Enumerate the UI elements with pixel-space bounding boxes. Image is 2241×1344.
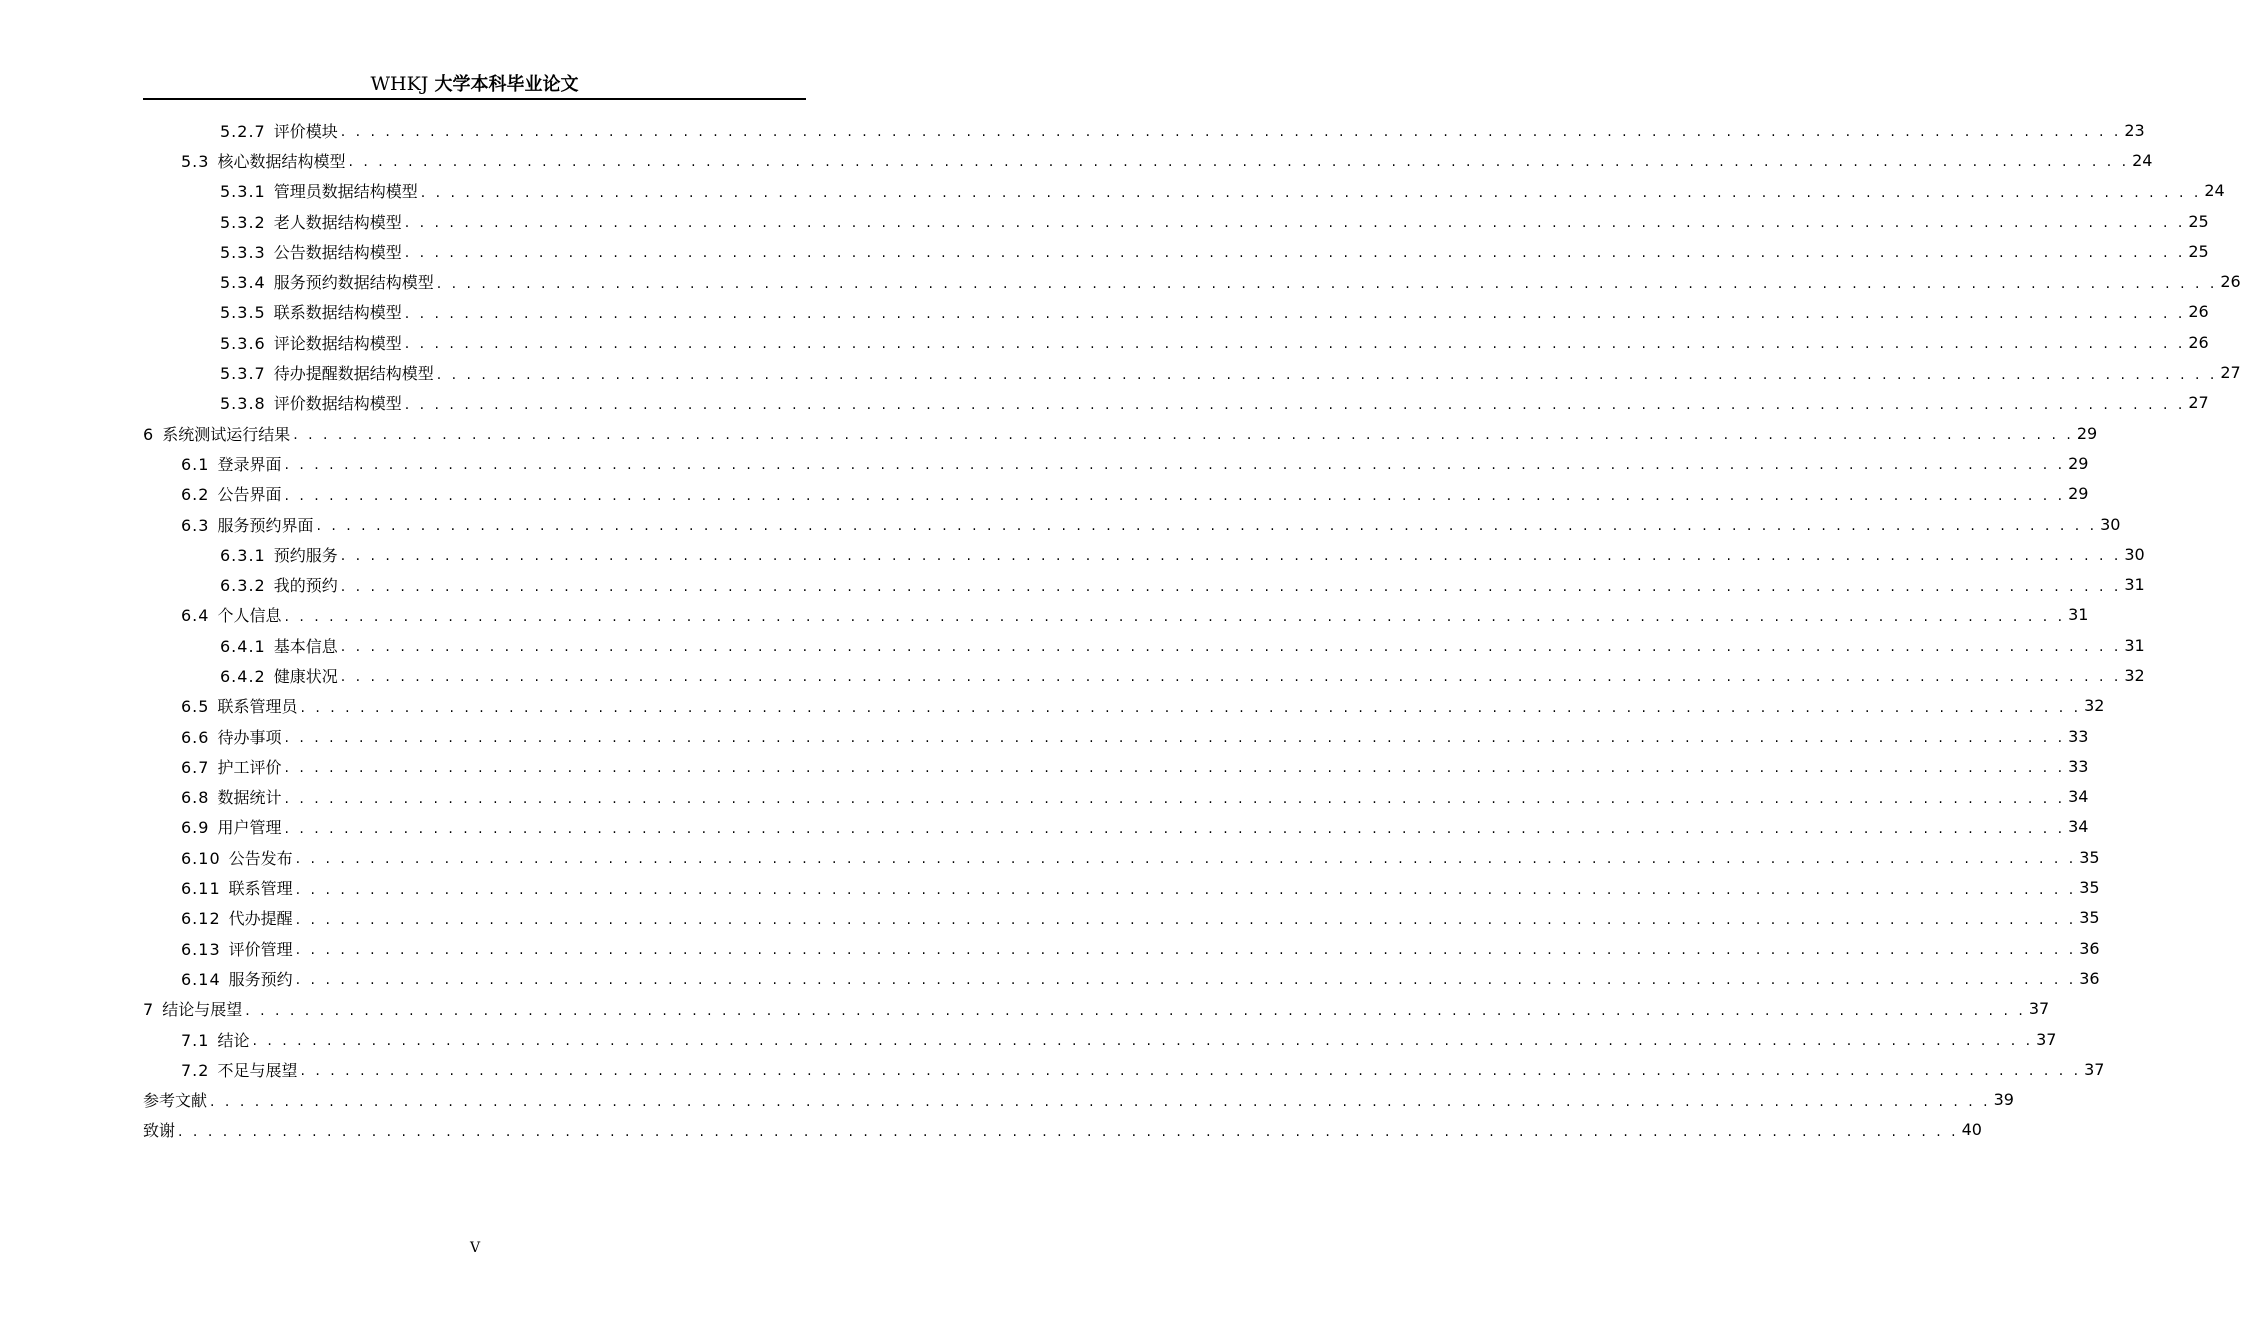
dot-leader: . . . . . . . . . . . . . . . . . . . . . . . . . . . . . . . . . . . . . . . . . . . . . . . . . . . . . . . . . . . . . . . . . . . . . . . . . . . . . . . . . . . . . . . . . . . . . . . . . . . . . . . . . . . . . . . . . . . . . . . . (404, 305, 2186, 322)
toc-entry-label (220, 300, 402, 323)
header-rule (143, 98, 806, 100)
toc-entry-number: 6.14 (181, 969, 221, 989)
toc-entry-page: 27 (2220, 363, 2241, 383)
toc-entry-label (143, 997, 242, 1020)
toc-entry-page: 37 (2028, 999, 2050, 1019)
toc-entry-number: 5.3.8 (220, 394, 266, 414)
toc-entry-page: 40 (1961, 1120, 1982, 1140)
toc-entry-number: 6 (143, 424, 155, 444)
toc-entry[interactable] (143, 872, 2100, 902)
toc-entry-number: 6.1 (181, 454, 210, 474)
dot-leader: . . . . . . . . . . . . . . . . . . . . . . . . . . . . . . . . . . . . . . . . . . . . . . . . . . . . . . . . . . . . . . . . . . . . . . . . . . . . . . . . . . . . . . . . . . . . . . . . . . . . . . . . . . . . . . . . . . . . . . . . (436, 366, 2218, 383)
dot-leader: . . . . . . . . . . . . . . . . . . . . . . . . . . . . . . . . . . . . . . . . . . . . . . . . . . . . . . . . . . . . . . . . . . . . . . . . . . . . . . . . . . . . . . . . . . . . . . . . . . . . . . . . . . . . . . . . . . . . . . . . (404, 215, 2186, 232)
toc-entry-title: 待办提醒数据结构模型 (273, 364, 434, 384)
toc-entry-page: 36 (2079, 938, 2100, 958)
toc-entry-label (220, 331, 402, 354)
toc-entry-label (181, 846, 293, 869)
toc-entry-title: 登录界面 (217, 454, 282, 474)
dot-leader: . . . . . . . . . . . . . . . . . . . . . . . . . . . . . . . . . . . . . . . . . . . . . . . . . . . . . . . . . . . . . . . . . . . . . . . . . . . . . . . . . . . . . . . . . . . . . . . . . . . . . . . . . . . . . . . . . . . . . . . . (340, 124, 2122, 141)
dot-leader: . . . . . . . . . . . . . . . . . . . . . . . . . . . . . . . . . . . . . . . . . . . . . . . . . . . . . . . . . . . . . . . . . . . . . . . . . . . . . . . . . . . . . . . . . . . . . . . . . . . . . . . . . . . . . . . . . . . . . . . . (340, 639, 2122, 656)
toc-entry[interactable] (143, 266, 2241, 296)
toc-entry-number: 5.3.5 (220, 303, 266, 323)
dot-leader: . . . . . . . . . . . . . . . . . . . . . . . . . . . . . . . . . . . . . . . . . . . . . . . . . . . . . . . . . . . . . . . . . . . . . . . . . . . . . . . . . . . . . . . . . . . . . . . . . . . . . . . . . . . . . . . . . . . . . . . . (284, 457, 2066, 474)
toc-entry-title: 联系数据结构模型 (273, 303, 402, 323)
dot-leader: . . . . . . . . . . . . . . . . . . . . . . . . . . . . . . . . . . . . . . . . . . . . . . . . . . . . . . . . . . . . . . . . . . . . . . . . . . . . . . . . . . . . . . . . . . . . . . . . . . . . . . . . . . . . . . . . . . . . . . . . (295, 911, 2077, 928)
dot-leader: . . . . . . . . . . . . . . . . . . . . . . . . . . . . . . . . . . . . . . . . . . . . . . . . . . . . . . . . . . . . . . . . . . . . . . . . . . . . . . . . . . . . . . . . . . . . . . . . . . . . . . . . . . . . . . . . . . . . . . . . (284, 487, 2066, 504)
toc-entry-page: 24 (2204, 181, 2225, 201)
toc-entry-title: 参考文献 (143, 1091, 208, 1111)
toc-entry-number: 6.8 (181, 788, 210, 808)
toc-entry-label (143, 422, 290, 445)
toc-entry-page: 31 (2124, 575, 2145, 595)
toc-entry-label (181, 815, 281, 838)
dot-leader: . . . . . . . . . . . . . . . . . . . . . . . . . . . . . . . . . . . . . . . . . . . . . . . . . . . . . . . . . . . . . . . . . . . . . . . . . . . . . . . . . . . . . . . . . . . . . . . . . . . . . . . . . . . . . . . . . . . . . . . . (295, 942, 2077, 959)
dot-leader: . . . . . . . . . . . . . . . . . . . . . . . . . . . . . . . . . . . . . . . . . . . . . . . . . . . . . . . . . . . . . . . . . . . . . . . . . . . . . . . . . . . . . . . . . . . . . . . . . . . . . . . . . . . . . . . . . . . . . . . . (210, 1093, 1991, 1110)
toc-entry-label (181, 1028, 249, 1051)
toc-entry-number: 6.6 (181, 727, 210, 747)
dot-leader: . . . . . . . . . . . . . . . . . . . . . . . . . . . . . . . . . . . . . . . . . . . . . . . . . . . . . . . . . . . . . . . . . . . . . . . . . . . . . . . . . . . . . . . . . . . . . . . . . . . . . . . . . . . . . . . . . . . . . . . . (293, 427, 2074, 444)
toc-entry-page: 26 (2188, 302, 2209, 322)
toc-entry-label (220, 664, 338, 687)
toc-entry[interactable] (143, 1085, 2014, 1115)
toc-entry-page: 32 (2124, 665, 2145, 685)
toc-entry-title: 评价管理 (228, 939, 293, 959)
toc-entry[interactable] (143, 812, 2089, 842)
toc-entry-number: 6.5 (181, 697, 210, 717)
dot-leader: . . . . . . . . . . . . . . . . . . . . . . . . . . . . . . . . . . . . . . . . . . . . . . . . . . . . . . . . . . . . . . . . . . . . . . . . . . . . . . . . . . . . . . . . . . . . . . . . . . . . . . . . . . . . . . . . . . . . . . . . (300, 699, 2082, 716)
toc-entry-number: 5.3.7 (220, 364, 266, 384)
toc-entry-number: 6.4.2 (220, 666, 266, 686)
toc-entry-label (143, 1118, 175, 1141)
toc-entry[interactable] (143, 782, 2089, 812)
toc-entry-label (220, 270, 434, 293)
toc-entry-number: 6.2 (181, 485, 210, 505)
toc-entry[interactable] (143, 448, 2089, 478)
toc-entry-number: 5.3 (181, 151, 210, 171)
toc-entry-label (220, 361, 434, 384)
toc-entry-title: 评价模块 (273, 121, 338, 141)
dot-leader: . . . . . . . . . . . . . . . . . . . . . . . . . . . . . . . . . . . . . . . . . . . . . . . . . . . . . . . . . . . . . . . . . . . . . . . . . . . . . . . . . . . . . . . . . . . . . . . . . . . . . . . . . . . . . . . . . . . . . . . . (420, 184, 2202, 201)
toc-entry-number: 6.13 (181, 939, 221, 959)
toc-entry[interactable] (143, 327, 2209, 357)
toc-entry-label (181, 1058, 297, 1081)
toc-entry[interactable] (143, 569, 2145, 599)
toc-entry-page: 30 (2124, 544, 2145, 564)
toc-entry-number: 6.3 (181, 515, 210, 535)
toc-entry-page: 34 (2068, 787, 2089, 807)
toc-entry-number: 6.9 (181, 818, 210, 838)
toc-entry-title: 服务预约数据结构模型 (273, 273, 434, 293)
toc-entry-page: 24 (2132, 150, 2153, 170)
toc-entry-title: 评价数据结构模型 (273, 394, 402, 414)
toc-entry-page: 36 (2079, 968, 2100, 988)
toc-entry-title: 管理员数据结构模型 (273, 182, 418, 202)
dot-leader: . . . . . . . . . . . . . . . . . . . . . . . . . . . . . . . . . . . . . . . . . . . . . . . . . . . . . . . . . . . . . . . . . . . . . . . . . . . . . . . . . . . . . . . . . . . . . . . . . . . . . . . . . . . . . . . . . . . . . . . . (295, 851, 2077, 868)
toc-entry-page: 29 (2068, 453, 2089, 473)
toc-entry-page: 32 (2084, 696, 2105, 716)
toc-entry-page: 33 (2068, 756, 2089, 776)
dot-leader: . . . . . . . . . . . . . . . . . . . . . . . . . . . . . . . . . . . . . . . . . . . . . . . . . . . . . . . . . . . . . . . . . . . . . . . . . . . . . . . . . . . . . . . . . . . . . . . . . . . . . . . . . . . . . . . . . . . . . . . . (404, 336, 2186, 353)
toc-entry[interactable] (143, 660, 2145, 690)
running-header (143, 70, 806, 98)
toc-entry-number: 6.4 (181, 606, 210, 626)
toc-entry[interactable] (143, 418, 2098, 448)
toc-entry[interactable] (143, 600, 2089, 630)
toc-entry-label (220, 210, 402, 233)
dot-leader: . . . . . . . . . . . . . . . . . . . . . . . . . . . . . . . . . . . . . . . . . . . . . . . . . . . . . . . . . . . . . . . . . . . . . . . . . . . . . . . . . . . . . . . . . . . . . . . . . . . . . . . . . . . . . . . . . . . . . . . . (340, 578, 2122, 595)
dot-leader: . . . . . . . . . . . . . . . . . . . . . . . . . . . . . . . . . . . . . . . . . . . . . . . . . . . . . . . . . . . . . . . . . . . . . . . . . . . . . . . . . . . . . . . . . . . . . . . . . . . . . . . . . . . . . . . . . . . . . . . . (316, 518, 2098, 534)
header-latin: WHKJ (370, 73, 429, 95)
toc-entry-label (181, 452, 281, 475)
toc-entry-number: 6.12 (181, 909, 221, 929)
toc-entry[interactable] (143, 933, 2100, 963)
toc-entry-title: 待办事项 (217, 727, 282, 747)
toc-entry[interactable] (143, 1054, 2105, 1084)
dot-leader: . . . . . . . . . . . . . . . . . . . . . . . . . . . . . . . . . . . . . . . . . . . . . . . . . . . . . . . . . . . . . . . . . . . . . . . . . . . . . . . . . . . . . . . . . . . . . . . . . . . . . . . . . . . . . . . . . . . . . . . . (436, 275, 2218, 292)
toc-entry-title: 联系管理 (228, 879, 293, 899)
toc-entry-title: 基本信息 (273, 636, 338, 656)
toc-entry-label (181, 876, 293, 899)
toc-entry[interactable] (143, 479, 2089, 509)
toc-entry-number: 5.3.3 (220, 242, 266, 262)
toc-entry-label (181, 906, 293, 929)
toc-entry-page: 33 (2068, 726, 2089, 746)
toc-entry-number: 7 (143, 1000, 155, 1020)
toc-entry-label (181, 513, 313, 536)
toc-entry-label (181, 603, 281, 626)
dot-leader: . . . . . . . . . . . . . . . . . . . . . . . . . . . . . . . . . . . . . . . . . . . . . . . . . . . . . . . . . . . . . . . . . . . . . . . . . . . . . . . . . . . . . . . . . . . . . . . . . . . . . . . . . . . . . . . . . . . . . . . . (284, 790, 2066, 807)
toc-entry-label (181, 937, 293, 960)
toc-entry[interactable] (143, 721, 2089, 751)
toc-entry[interactable] (143, 963, 2100, 993)
toc-entry-label (181, 149, 345, 172)
toc-entry-label (181, 967, 293, 990)
toc-entry-page: 34 (2068, 817, 2089, 837)
toc-entry-number: 5.2.7 (220, 121, 266, 141)
toc-entry-label (181, 725, 281, 748)
toc-entry-label (220, 543, 338, 566)
toc-entry-label (220, 391, 402, 414)
toc-entry-number: 5.3.6 (220, 333, 266, 353)
toc-entry[interactable] (143, 206, 2209, 236)
toc-entry-label (220, 179, 418, 202)
toc-entry-number: 6.7 (181, 757, 210, 777)
dot-leader: . . . . . . . . . . . . . . . . . . . . . . . . . . . . . . . . . . . . . . . . . . . . . . . . . . . . . . . . . . . . . . . . . . . . . . . . . . . . . . . . . . . . . . . . . . . . . . . . . . . . . . . . . . . . . . . . . . . . . . . . (295, 972, 2077, 989)
toc-entry-page: 27 (2188, 393, 2209, 413)
toc-entry[interactable] (143, 115, 2145, 145)
header-title: 大学本科毕业论文 (434, 74, 579, 95)
toc-entry-page: 29 (2068, 484, 2089, 504)
toc-entry-title: 不足与展望 (217, 1060, 298, 1080)
toc-entry[interactable] (143, 236, 2209, 266)
toc-entry-title: 结论与展望 (162, 1000, 243, 1020)
dot-leader: . . . . . . . . . . . . . . . . . . . . . . . . . . . . . . . . . . . . . . . . . . . . . . . . . . . . . . . . . . . . . . . . . . . . . . . . . . . . . . . . . . . . . . . . . . . . . . . . . . . . . . . . . . . . . . . . . . . . . . . . (348, 154, 2130, 171)
toc-entry[interactable] (143, 388, 2209, 418)
toc-entry-page: 35 (2079, 878, 2100, 898)
toc-entry[interactable] (143, 509, 2121, 539)
dot-leader: . . . . . . . . . . . . . . . . . . . . . . . . . . . . . . . . . . . . . . . . . . . . . . . . . . . . . . . . . . . . . . . . . . . . . . . . . . . . . . . . . . . . . . . . . . . . . . . . . . . . . . . . . . . . . . . . . . . . . . . . (284, 820, 2066, 837)
toc-entry-label (220, 240, 402, 263)
dot-leader: . . . . . . . . . . . . . . . . . . . . . . . . . . . . . . . . . . . . . . . . . . . . . . . . . . . . . . . . . . . . . . . . . . . . . . . . . . . . . . . . . . . . . . . . . . . . . . . . . . . . . . . . . . . . . . . . . . . . . . . . (284, 760, 2066, 777)
toc-entry-page: 35 (2079, 847, 2100, 867)
toc-entry-page: 35 (2079, 908, 2100, 928)
toc-entry[interactable] (143, 539, 2145, 569)
dot-leader: . . . . . . . . . . . . . . . . . . . . . . . . . . . . . . . . . . . . . . . . . . . . . . . . . . . . . . . . . . . . . . . . . . . . . . . . . . . . . . . . . . . . . . . . . . . . . . . . . . . . . . . . . . . . . . . . . . . . . . . . (340, 669, 2122, 686)
toc-entry-title: 联系管理员 (217, 697, 298, 717)
toc-entry-label (181, 694, 297, 717)
toc-entry-title: 数据统计 (217, 788, 282, 808)
toc-entry[interactable] (143, 176, 2225, 206)
toc-entry[interactable] (143, 630, 2145, 660)
toc-entry-title: 护工评价 (217, 757, 282, 777)
dot-leader: . . . . . . . . . . . . . . . . . . . . . . . . . . . . . . . . . . . . . . . . . . . . . . . . . . . . . . . . . . . . . . . . . . . . . . . . . . . . . . . . . . . . . . . . . . . . . . . . . . . . . . . . . . . . . . . . . . . . . . . . (295, 881, 2077, 898)
toc-entry[interactable] (143, 994, 2050, 1024)
toc-entry-page: 23 (2124, 120, 2145, 140)
toc-entry-title: 公告发布 (228, 848, 293, 868)
toc-entry-title: 健康状况 (273, 666, 338, 686)
toc-entry-title: 公告界面 (217, 485, 282, 505)
toc-entry-title: 评论数据结构模型 (273, 333, 402, 353)
toc-entry-title: 系统测试运行结果 (162, 424, 291, 444)
page-number: V (469, 1240, 481, 1256)
dot-leader: . . . . . . . . . . . . . . . . . . . . . . . . . . . . . . . . . . . . . . . . . . . . . . . . . . . . . . . . . . . . . . . . . . . . . . . . . . . . . . . . . . . . . . . . . . . . . . . . . . . . . . . . . . . . . . . . . . . . . . . . (404, 396, 2186, 413)
dot-leader: . . . . . . . . . . . . . . . . . . . . . . . . . . . . . . . . . . . . . . . . . . . . . . . . . . . . . . . . . . . . . . . . . . . . . . . . . . . . . . . . . . . . . . . . . . . . . . . . . . . . . . . . . . . . . . . . . . . . . . . . (340, 548, 2122, 565)
toc-entry[interactable] (143, 903, 2100, 933)
toc-entry-number: 5.3.1 (220, 182, 266, 202)
toc-entry-page: 25 (2188, 241, 2209, 261)
toc-entry-label (181, 755, 281, 778)
toc-entry-title: 我的预约 (273, 576, 338, 596)
toc-entry-number: 5.3.2 (220, 212, 266, 232)
toc-entry[interactable] (143, 297, 2209, 327)
toc-entry-number: 6.4.1 (220, 636, 266, 656)
toc-entry-title: 结论 (217, 1030, 250, 1050)
dot-leader: . . . . . . . . . . . . . . . . . . . . . . . . . . . . . . . . . . . . . . . . . . . . . . . . . . . . . . . . . . . . . . . . . . . . . . . . . . . . . . . . . . . . . . . . . . . . . . . . . . . . . . . . . . . . . . . . . . . . . . . . (284, 730, 2066, 747)
toc-entry-title: 用户管理 (217, 818, 282, 838)
dot-leader: . . . . . . . . . . . . . . . . . . . . . . . . . . . . . . . . . . . . . . . . . . . . . . . . . . . . . . . . . . . . . . . . . . . . . . . . . . . . . . . . . . . . . . . . . . . . . . . . . . . . . . . . . . . . . . . . . . . . . . . . (300, 1063, 2082, 1080)
toc-entry-number: 7.2 (181, 1060, 210, 1080)
toc-entry[interactable] (143, 842, 2100, 872)
toc-entry-label (143, 1088, 207, 1111)
toc-entry-label (181, 785, 281, 808)
toc-entry-title: 核心数据结构模型 (217, 151, 346, 171)
toc-entry-page: 26 (2188, 332, 2209, 352)
toc-entry-page: 37 (2036, 1029, 2057, 1049)
dot-leader: . . . . . . . . . . . . . . . . . . . . . . . . . . . . . . . . . . . . . . . . . . . . . . . . . . . . . . . . . . . . . . . . . . . . . . . . . . . . . . . . . . . . . . . . . . . . . . . . . . . . . . . . . . . . . . . . . . . . . . . . (245, 1002, 2026, 1019)
toc-entry-label (181, 482, 281, 505)
toc-entry-page: 25 (2188, 211, 2209, 231)
dot-leader: . . . . . . . . . . . . . . . . . . . . . . . . . . . . . . . . . . . . . . . . . . . . . . . . . . . . . . . . . . . . . . . . . . . . . . . . . . . . . . . . . . . . . . . . . . . . . . . . . . . . . . . . . . . . . . . . . . . . . . . . (252, 1033, 2034, 1050)
toc-entry-title: 公告数据结构模型 (273, 242, 402, 262)
toc-entry-page: 29 (2076, 423, 2098, 443)
dot-leader: . . . . . . . . . . . . . . . . . . . . . . . . . . . . . . . . . . . . . . . . . . . . . . . . . . . . . . . . . . . . . . . . . . . . . . . . . . . . . . . . . . . . . . . . . . . . . . . . . . . . . . . . . . . . . . . . . . . . . . . . (178, 1123, 1959, 1140)
toc-entry[interactable] (143, 691, 2105, 721)
toc-entry-number: 6.10 (181, 848, 221, 868)
toc-entry-title: 老人数据结构模型 (273, 212, 402, 232)
toc-entry-number: 6.11 (181, 879, 221, 899)
toc-entry-number: 6.3.1 (220, 545, 266, 565)
toc-entry-title: 代办提醒 (228, 909, 293, 929)
table-of-contents (143, 115, 2241, 1145)
toc-entry-page: 31 (2124, 635, 2145, 655)
toc-entry-page: 26 (2220, 272, 2241, 292)
toc-entry-title: 预约服务 (273, 545, 338, 565)
toc-entry[interactable] (143, 145, 2153, 175)
toc-entry-title: 个人信息 (217, 606, 282, 626)
toc-entry-number: 6.3.2 (220, 576, 266, 596)
toc-entry-title: 服务预约界面 (217, 515, 314, 535)
toc-entry-number: 5.3.4 (220, 273, 266, 293)
toc-entry-title: 致谢 (143, 1121, 176, 1141)
toc-entry[interactable] (143, 357, 2241, 387)
dot-leader: . . . . . . . . . . . . . . . . . . . . . . . . . . . . . . . . . . . . . . . . . . . . . . . . . . . . . . . . . . . . . . . . . . . . . . . . . . . . . . . . . . . . . . . . . . . . . . . . . . . . . . . . . . . . . . . . . . . . . . . . (404, 245, 2186, 262)
toc-entry-label (220, 573, 338, 596)
toc-entry-title: 服务预约 (228, 969, 293, 989)
toc-entry-page: 31 (2068, 605, 2089, 625)
toc-entry-label (220, 119, 338, 142)
toc-entry-label (220, 634, 338, 657)
toc-entry-page: 39 (1993, 1090, 2014, 1110)
toc-entry-page: 30 (2100, 514, 2121, 534)
toc-entry[interactable] (143, 751, 2089, 781)
toc-entry-number: 7.1 (181, 1030, 210, 1050)
toc-entry-page: 37 (2084, 1059, 2105, 1079)
toc-entry[interactable] (143, 1115, 1982, 1145)
toc-entry[interactable] (143, 1024, 2057, 1054)
dot-leader: . . . . . . . . . . . . . . . . . . . . . . . . . . . . . . . . . . . . . . . . . . . . . . . . . . . . . . . . . . . . . . . . . . . . . . . . . . . . . . . . . . . . . . . . . . . . . . . . . . . . . . . . . . . . . . . . . . . . . . . . (284, 608, 2066, 625)
